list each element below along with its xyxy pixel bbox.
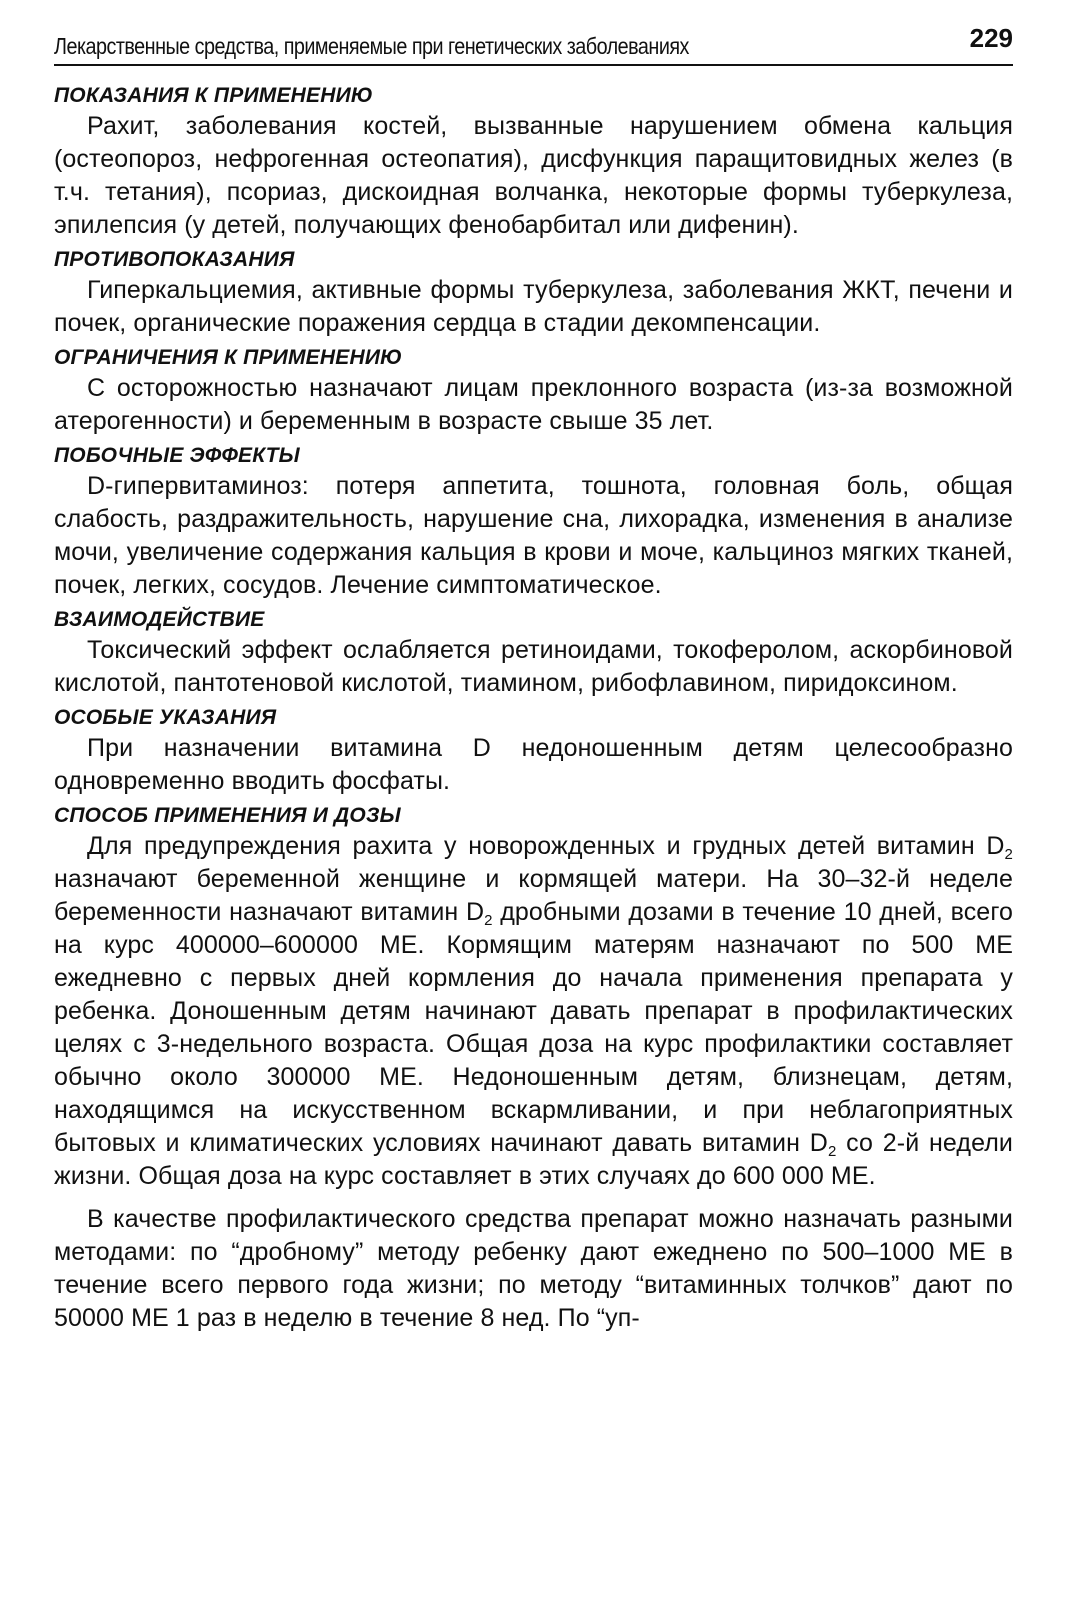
page-number: 229 — [969, 23, 1013, 53]
subscript: 2 — [1004, 846, 1013, 863]
section-special-notes — [54, 704, 1013, 798]
section-text: Токсический эффект ослабляется ретиноидами, токоферолом, аскорбиновой кислотой, пантотеновой кислотой, тиамином, рибофлавином, пиридоксином. — [54, 636, 1013, 697]
section-text: С осторожностью назначают лицам преклонного возраста (из-за возможной атерогенности) и беременным в возрасте свыше 35 лет. — [54, 374, 1013, 435]
text-run: дробными дозами в течение 10 дней, всего на курс 400000–600000 МЕ. Кормящим матерям назначают по 500 МЕ ежедневно с первых дней кормления до начала применения препарата у ребенка. Доношенным детям начинают давать препарат в профилактических целях с 3-недельного возраста. Общая доза на курс профилактики составляет обычно около 300000 МЕ. Недоношенным детям, близнецам, детям, находящимся на искусственном вскармливании, и при неблагоприятных бытовых и климатических условиях начинают давать витамин D — [54, 898, 1013, 1157]
text-run: назначают беременной женщине и кормящей матери. На 30–32-й неделе беременности назначают витамин D — [54, 865, 1013, 926]
section-restrictions — [54, 344, 1013, 438]
section-text: Рахит, заболевания костей, вызванные нарушением обмена кальция (остеопороз, нефрогенная остеопатия), дисфункция паращитовидных желез (в т.ч. тетания), псориаз, дискоидная волчанка, некоторые формы туберкулеза, эпилепсия (у детей, получающих фенобарбитал или дифенин). — [54, 112, 1013, 239]
section-side-effects — [54, 442, 1013, 602]
section-interaction — [54, 606, 1013, 700]
running-header — [54, 0, 1013, 66]
section-heading: ПРОТИВОПОКАЗАНИЯ — [54, 248, 295, 271]
section-heading: СПОСОБ ПРИМЕНЕНИЯ И ДОЗЫ — [54, 804, 401, 827]
section-text: При назначении витамина D недоношенным детям целесообразно одновременно вводить фосфаты. — [54, 734, 1013, 795]
page-content — [54, 66, 1013, 1335]
section-heading: ПОКАЗАНИЯ К ПРИМЕНЕНИЮ — [54, 84, 373, 107]
section-heading: ВЗАИМОДЕЙСТВИЕ — [54, 608, 265, 631]
subscript: 2 — [484, 912, 493, 929]
section-heading: ПОБОЧНЫЕ ЭФФЕКТЫ — [54, 444, 300, 467]
section-contraindications — [54, 246, 1013, 340]
section-heading: ОСОБЫЕ УКАЗАНИЯ — [54, 706, 277, 729]
section-text: D-гипервитаминоз: потеря аппетита, тошнота, головная боль, общая слабость, раздражительность, нарушение сна, лихорадка, изменения в анализе мочи, увеличение содержания кальция в крови и моче, кальциноз мягких тканей, почек, легких, сосудов. Лечение симптоматическое. — [54, 472, 1013, 599]
dosage-paragraph-1 — [54, 830, 1013, 1193]
dosage-paragraph-2: В качестве профилактического средства препарат можно назначать разными методами: по “дробному” методу ребенку дают ежеднено по 500–1000 МЕ в течение всего первого года жизни; по методу “витаминных толчков” дают по 50000 МЕ 1 раз в неделю в течение 8 нед. По “уп- — [54, 1205, 1013, 1332]
section-indications — [54, 82, 1013, 242]
text-run: Для предупреждения рахита у новорожденных и грудных детей витамин D — [87, 832, 1005, 860]
section-dosage — [54, 802, 1013, 1335]
text-run: со 2-й недели жизни. Общая доза на курс составляет в этих случаях до 600 000 МЕ. — [54, 1129, 1013, 1190]
section-text: Гиперкальциемия, активные формы туберкулеза, заболевания ЖКТ, печени и почек, органические поражения сердца в стадии декомпенсации. — [54, 276, 1013, 337]
subscript: 2 — [827, 1143, 837, 1160]
running-title: Лекарственные средства, применяемые при генетических заболеваниях — [54, 33, 689, 59]
section-heading: ОГРАНИЧЕНИЯ К ПРИМЕНЕНИЮ — [54, 346, 403, 369]
